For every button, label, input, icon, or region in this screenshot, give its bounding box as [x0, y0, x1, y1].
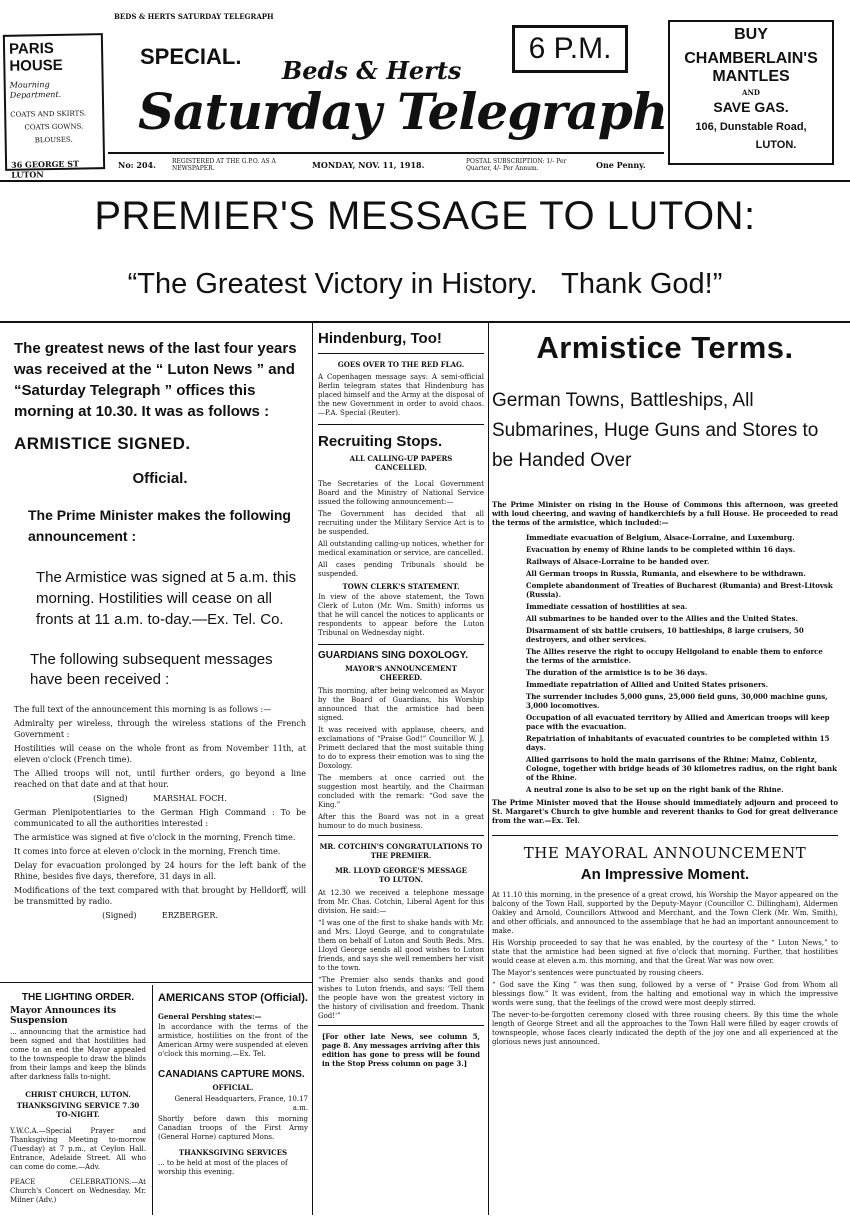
recruiting-title: Recruiting Stops. — [318, 433, 443, 450]
headline: PREMIER'S MESSAGE TO LUTON: — [94, 194, 756, 238]
announcement-text — [14, 704, 306, 921]
left-column — [14, 338, 306, 924]
americans-article — [158, 992, 308, 1177]
paris-house-title: PARIS HOUSE — [8, 39, 63, 75]
guardians-title: GUARDIANS SING DOXOLOGY. — [318, 650, 469, 661]
hindenburg-text: A Copenhagen message says: A semi-official Berlin telegram states that Hindenburg has placed himself and the Army at the disposal of the new Government in order to avoid chaos.—P.A. Special (Reuter). — [318, 373, 484, 417]
ywca-notice: Y.W.C.A.—Special Prayer and Thanksgiving Meeting to-morrow (Tuesday) at 7 p.m., at Ceylon Hall. Entrance, Adelaide Street. All who can come do come.—Adv. — [10, 1127, 146, 1171]
recruiting-sub: ALL CALLING-UP PAPERS CANCELLED. — [349, 454, 453, 472]
paragraph: The Government has decided that all recruiting under the Military Service Act is to be suspended. — [318, 510, 484, 536]
paragraph: Delay for evacuation prolonged by 24 hours for the left bank of the Rhine, besides five days, therefore, 31 days in all. — [14, 861, 306, 881]
ad-and: AND — [742, 88, 760, 97]
signature-erzberger: (Signed) ERZBERGER. — [102, 911, 218, 920]
mons-title: CANADIANS CAPTURE MONS. — [158, 1069, 305, 1080]
paris-house-ad — [3, 33, 105, 180]
lighting-text: ... announcing that the armistice had been signed and that hostilities had come to an end the Mayor appealed to the townspeople to draw the blinds from their lamps and keep the blinds after darkness falls to-night. — [10, 1028, 146, 1081]
term-item: Immediate cessation of hostilities at sea. — [526, 602, 688, 611]
edition-box — [512, 25, 628, 73]
thanksgiving-service: THANKSGIVING SERVICE 7.30 TO-NIGHT. — [16, 1101, 140, 1119]
guardians-text — [318, 687, 484, 831]
paragraph: It was received with applause, cheers, and exclamations of “Praise God!” Councillor W. J. Primett declared that the most suitable thing to do to express their emotion was to sing the Doxology. — [318, 726, 484, 770]
paragraph: The Allied troops will not, until further orders, go beyond a line reached on that date and at that hour. — [14, 769, 306, 789]
terms-closing: The Prime Minister moved that the House should immediately adjourn and proceed to St. Margaret's Church to give humble and reverent thanks to God for great deliverance from the war.—Ex. Tel. — [492, 798, 838, 825]
hindenburg-sub: GOES OVER TO THE RED FLAG. — [337, 360, 465, 369]
paragraph: The Mayor's sentences were punctuated by rousing cheers. — [492, 969, 704, 977]
recruiting-text — [318, 480, 484, 579]
paragraph: It comes into force at eleven o'clock in the morning, French time. — [14, 847, 281, 856]
lighting-order-article — [10, 992, 146, 1205]
mons-hq: General Headquarters, France, 10.17 a.m. — [174, 1095, 308, 1112]
paragraph: At 12.30 we received a telephone message from Mr. Chas. Cotchin, Liberal Agent for this division. He said:— — [318, 889, 484, 915]
armistice-signed: ARMISTICE SIGNED. — [14, 434, 191, 453]
term-item: Repatriation of inhabitants of evacuated countries to be completed within 15 days. — [526, 734, 830, 752]
term-item: Immediate repatriation of Allied and United States prisoners. — [526, 680, 769, 689]
guardians-sub: MAYOR'S ANNOUNCEMENT CHEERED. — [345, 664, 457, 682]
ad-line: COATS AND SKIRTS. — [10, 109, 87, 119]
paragraph: The Secretaries of the Local Government Board and the Ministry of National Service issued the following announcement:— — [318, 480, 484, 506]
cotchin-title: MR. COTCHIN'S CONGRATULATIONS TO THE PREMIER. — [319, 842, 483, 860]
mayoral-title: THE MAYORAL ANNOUNCEMENT — [523, 844, 807, 862]
ad-brand: CHAMBERLAIN'S — [684, 50, 818, 67]
term-item: A neutral zone is also to be set up on the right bank of the Rhine. — [526, 785, 784, 794]
signature-foch: (Signed) MARSHAL FOCH. — [93, 794, 227, 803]
term-item: All German troops in Russia, Rumania, and elsewhere to be withdrawn. — [526, 569, 806, 578]
term-item: Disarmament of six battle cruisers, 10 battleships, 8 large cruisers, 50 destroyers, and other services. — [526, 626, 804, 644]
term-item: Complete abandonment of Treaties of Bucharest (Rumania) and Brest-Litovsk (Russia). — [526, 581, 833, 599]
thanks-services-title: THANKSGIVING SERVICES — [178, 1148, 288, 1157]
stop-press-note: [For other late News, see column 5, page 8. Any messages arriving after this edition has gone to press will be found in the Stop Press column on page 3.] — [322, 1032, 480, 1068]
lighting-sub: Mayor Announces its Suspension — [10, 1006, 117, 1026]
americans-text: In accordance with the terms of the armistice, hostilities on the front of the American Army were suspended at eleven o'clock this morning.—Ex. Tel. — [158, 1023, 308, 1058]
ad-address: 106, Dunstable Road, — [695, 121, 807, 133]
peace-notice: PEACE CELEBRATIONS.—At Church's Concert on Wednesday. Mr. Milner (Adv.) — [10, 1178, 146, 1204]
term-item: The surrender includes 5,000 guns, 25,000 field guns, 30,000 machine guns, 3,000 locomotives. — [526, 692, 828, 710]
paragraph: “The Premier also sends thanks and good wishes to Luton friends, and says: 'Tell them the people have won the greatest victory in the history of civilisation and freedom. Thank God!'” — [318, 976, 484, 1020]
paragraph: All cases pending Tribunals should be suspended. — [318, 561, 484, 578]
paragraph: All outstanding calling-up notices, whether for medical examination or service, are cancelled. — [318, 540, 484, 557]
church-name: CHRIST CHURCH, LUTON. — [25, 1090, 131, 1099]
paragraph: After this the Board was not in a great humour to do much business. — [318, 813, 484, 830]
paragraph: The armistice was signed at five o'clock in the morning, French time. — [14, 833, 296, 842]
mons-official: OFFICIAL. — [212, 1083, 254, 1092]
mayoral-sub: An Impressive Moment. — [580, 866, 750, 883]
paragraph: This morning, after being welcomed as Mayor by the Board of Guardians, his Worship announced that the armistice had been signed. — [318, 687, 484, 722]
armistice-terms-title: Armistice Terms. — [536, 330, 794, 365]
official-label: Official. — [132, 470, 188, 487]
paragraph: Admiralty per wireless, through the wireless stations of the French Government : — [14, 719, 306, 739]
ad-save: SAVE GAS. — [713, 99, 789, 115]
lighting-title: THE LIGHTING ORDER. — [21, 992, 135, 1003]
paragraph: The never-to-be-forgotten ceremony closed with three rousing cheers. By this time the whole length of George Street and all the approaches to the Town Hall were filled by eager crowds of townspeople, whose faces clearly indicated the depth of the joy one and all experienced at the glorious news just announced. — [492, 1011, 838, 1046]
ad-line: Mourning Department. — [9, 80, 62, 100]
paragraph: At 11.10 this morning, in the presence of a great crowd, his Worship the Mayor appeared on the balcony of the Town Hall, supported by the Deputy-Mayor (Councillor C. Dillingham), Aldermen Oakley and Arnold, Councillors Attwood and Merchant, and the Town Clerk (Mr. Wm. Smith), and other officials, and announced to the assemblage that he had an important announcement to make. — [492, 891, 838, 935]
town-clerk-text: In view of the above statement, the Town Clerk of Luton (Mr. Wm. Smith) informs us that he will cancel the notices to applicants or respondents to appear before the Luton Tribunal on Wednesday night. — [318, 593, 484, 637]
ad-line: BLOUSES. — [34, 135, 73, 145]
paragraph: “ God save the King ” was then sung, followed by a verse of “ Praise God from Whom all blessings flow.” It was evident, from the halting and emotional way in which the impressive words were sung, that the feelings of the crowd were most deeply stirred. — [492, 981, 838, 1007]
paragraph: His Worship proceeded to say that he was enabled, by the courtesy of the “ Luton News,” to state that the armistice had been signed at five o'clock that morning. Further, that hostilities would cease at eleven a.m. this morning, and that the Great War was now over. — [492, 939, 838, 965]
term-item: All submarines to be handed over to the Allies and the United States. — [526, 614, 798, 623]
ad-product: MANTLES — [712, 68, 790, 85]
registered-note: REGISTERED AT THE G.P.O. AS A NEWSPAPER. — [172, 158, 276, 172]
subheadline: “The Greatest Victory in History. Thank God!” — [127, 268, 723, 300]
issue-number: No: 204. — [118, 160, 156, 170]
lead-intro: The greatest news of the last four years was received at the “ Luton News ” and “Saturday Telegraph ” offices this morning at 10.30. It was as follows : — [14, 340, 297, 420]
masthead-small-title: Beds & Herts — [282, 56, 462, 85]
chamberlains-ad — [668, 20, 834, 165]
hindenburg-title: Hindenburg, Too! — [318, 330, 442, 347]
ad-address: 36 GEORGE ST LUTON — [11, 158, 80, 180]
top-running-title: BEDS & HERTS SATURDAY TELEGRAPH — [114, 12, 274, 21]
cotchin-text — [318, 889, 484, 1021]
right-column — [492, 330, 838, 1050]
subscription-note: POSTAL SUBSCRIPTION: 1/- Per Quarter, 4/- Per Annum. — [466, 158, 567, 172]
term-item: Railways of Alsace-Lorraine to be handed over. — [526, 557, 710, 566]
ad-line: COATS GOWNS. — [24, 122, 84, 132]
special-label: SPECIAL. — [140, 44, 242, 69]
paragraph: Hostilities will cease on the whole front as from November 11th, at eleven o'clock (French time). — [14, 744, 306, 764]
paragraph: Modifications of the text compared with that brought by Helldorff, will be transmitted by radio. — [14, 886, 306, 906]
price: One Penny. — [596, 160, 646, 170]
paragraph: “I was one of the first to shake hands with Mr. and Mrs. Lloyd George, and to congratulate them on behalf of Luton and South Beds. Mrs. Lloyd George sends all good wishes to Luton friends, and says she well remembers her visit to the town. — [318, 919, 484, 972]
term-item: The duration of the armistice is to be 36 days. — [526, 668, 708, 677]
armistice-signed-text: The Armistice was signed at 5 a.m. this morning. Hostilities will cease on all fronts at 11 a.m. to-day.—Ex. Tel. Co. — [36, 569, 297, 628]
mayoral-text — [492, 891, 838, 1047]
term-item: Allied garrisons to hold the main garrisons of the Rhine: Mainz, Coblentz, Cologne, together with bridge heads of 30 kilometres radius, on the right bank of the Rhine. — [526, 755, 837, 782]
armistice-terms-sub: German Towns, Battleships, All Submarines, Huge Guns and Stores to be Handed Over — [492, 390, 819, 471]
thanks-services-text: ... to be held at most of the places of worship this evening. — [158, 1159, 288, 1176]
terms-list — [492, 533, 838, 794]
terms-intro: The Prime Minister on rising in the House of Commons this afternoon, was greeted with loud cheering, and waving of handkerchiefs by a full House. He proceeded to read the terms of the armistice, which included:— — [492, 500, 838, 527]
edition-time: 6 P.M. — [528, 32, 612, 65]
town-clerk-title: TOWN CLERK'S STATEMENT. — [342, 582, 460, 591]
pm-announce: The Prime Minister makes the following announcement : — [28, 507, 291, 544]
middle-column — [318, 330, 484, 1068]
paragraph: German Plenipotentiaries to the German High Command : To be communicated to all the authorities interested : — [14, 808, 306, 828]
cotchin-sub: MR. LLOYD GEORGE'S MESSAGE TO LUTON. — [335, 866, 467, 884]
term-item: Occupation of all evacuated territory by Allied and American troops will keep pace with the evacuation. — [526, 713, 830, 731]
americans-title: AMERICANS STOP (Official). — [158, 992, 308, 1004]
americans-sub: General Pershing states:— — [158, 1012, 262, 1021]
masthead-title: Saturday Telegraph — [138, 82, 668, 141]
term-item: Immediate evacuation of Belgium, Alsace-Lorraine, and Luxemburg. — [526, 533, 795, 542]
paragraph: The full text of the announcement this morning is as follows :— — [14, 705, 272, 714]
following-messages: The following subsequent messages have been received : — [30, 651, 273, 688]
ad-town: LUTON. — [755, 139, 797, 151]
mons-text: Shortly before dawn this morning Canadian troops of the First Army (General Horne) captured Mons. — [158, 1115, 308, 1141]
issue-date: MONDAY, NOV. 11, 1918. — [312, 160, 425, 170]
term-item: The Allies reserve the right to occupy Heligoland to enable them to enforce the terms of the armistice. — [526, 647, 823, 665]
paragraph: The members at once carried out the suggestion most heartily, and the Chairman concluded with the remark: “God save the King.” — [318, 774, 484, 809]
ad-buy: BUY — [734, 26, 768, 43]
term-item: Evacuation by enemy of Rhine lands to be completed within 16 days. — [526, 545, 796, 554]
